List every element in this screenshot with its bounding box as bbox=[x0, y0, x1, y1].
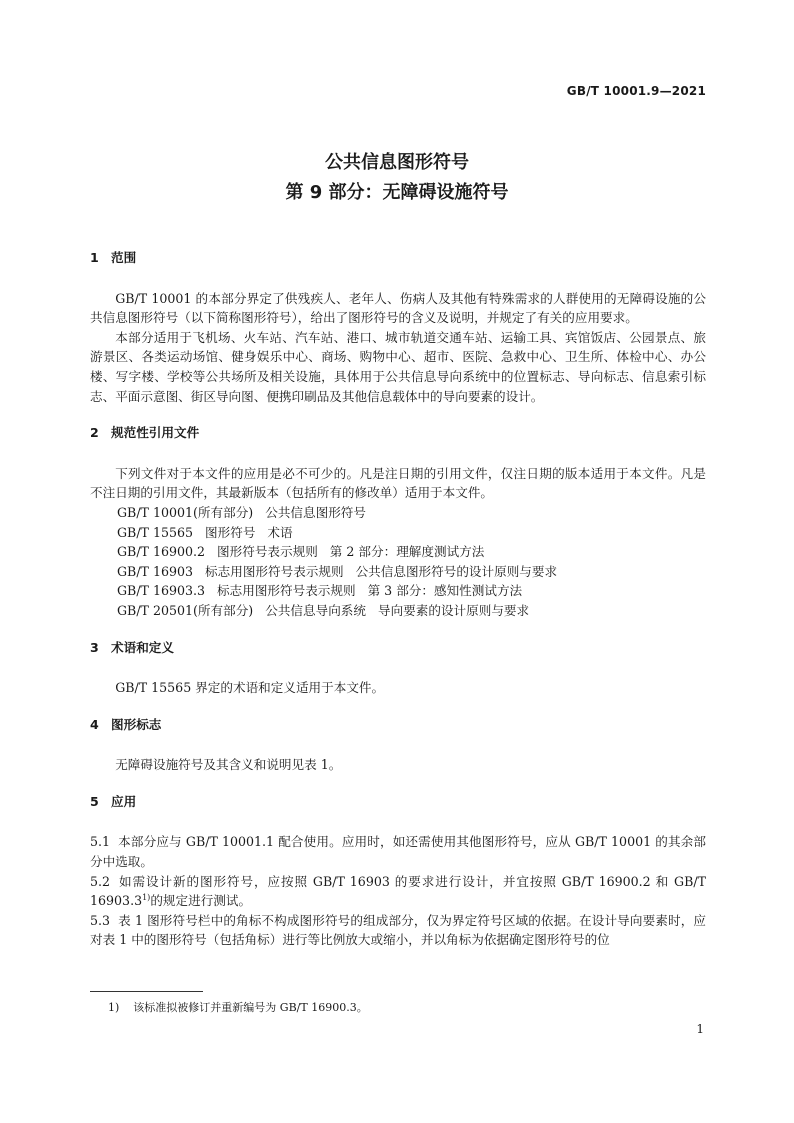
graphical-signs-paragraph: 无障碍设施符号及其含义和说明见表 1。 bbox=[115, 757, 342, 773]
section-number: 3 bbox=[90, 639, 99, 655]
reference-item: GB/T 16903.3 标志用图形符号表示规则 第 3 部分：感知性测试方法 bbox=[117, 583, 523, 599]
page-number: 1 bbox=[696, 1022, 704, 1036]
clause-5-2 bbox=[90, 872, 706, 911]
reference-item: GB/T 20501(所有部分) 公共信息导向系统 导向要素的设计原则与要求 bbox=[117, 602, 530, 618]
section-title: 图形标志 bbox=[111, 716, 162, 732]
references-intro: 下列文件对于本文件的应用是必不可少的。凡是注日期的引用文件，仅注日期的版本适用于本文件。凡是不注日期的引用文件，其最新版本（包括所有的修改单）适用于本文件。 bbox=[90, 465, 706, 501]
document-body bbox=[90, 248, 706, 950]
footnote-mark: 1) bbox=[108, 1001, 120, 1014]
clause-text: 本部分应与 GB/T 10001.1 配合使用。应用时，如还需使用其他图形符号，应从 GB/T 10001 的其余部分中选取。 bbox=[90, 834, 706, 870]
document-title-line-1: 公共信息图形符号 bbox=[325, 152, 469, 173]
standard-number: GB/T 10001.9—2021 bbox=[566, 84, 706, 98]
section-number: 1 bbox=[90, 250, 99, 265]
clause-number: 5.3 bbox=[90, 912, 111, 928]
reference-item: GB/T 16903 标志用图形符号表示规则 公共信息图形符号的设计原则与要求 bbox=[117, 563, 558, 579]
footnote-divider bbox=[90, 991, 203, 992]
section-number: 4 bbox=[90, 716, 99, 732]
reference-item: GB/T 15565 图形符号 术语 bbox=[117, 524, 293, 540]
section-heading-application bbox=[90, 792, 706, 812]
document-title-line-2: 第 9 部分：无障碍设施符号 bbox=[285, 182, 509, 203]
section-title: 规范性引用文件 bbox=[111, 425, 200, 441]
reference-item: GB/T 16900.2 图形符号表示规则 第 2 部分：理解度测试方法 bbox=[117, 544, 485, 560]
section-title: 术语和定义 bbox=[111, 639, 174, 655]
section-heading-normative-references bbox=[90, 423, 706, 443]
clause-number: 5.1 bbox=[90, 834, 111, 850]
footnote-reference: 1) bbox=[142, 893, 151, 903]
clause-text: 如需设计新的图形符号，应按照 GB/T 16903 的要求进行设计，并宜按照 GB/T 16900.2 和 GB/T 16903.3 bbox=[90, 873, 706, 909]
section-heading-scope bbox=[90, 248, 706, 268]
clause-text: 表 1 图形符号栏中的角标不构成图形符号的组成部分，仅为界定符号区域的依据。在设计导向要素时，应对表 1 中的图形符号（包括角标）进行等比例放大或缩小，并以角标为依据确定图形符号的位 bbox=[90, 912, 706, 948]
clause-5-1 bbox=[90, 832, 706, 871]
section-heading-graphical-signs bbox=[90, 715, 706, 735]
footnote-text: 该标准拟被修订并重新编号为 GB/T 16900.3。 bbox=[133, 1001, 368, 1014]
terms-paragraph: GB/T 15565 界定的术语和定义适用于本文件。 bbox=[115, 680, 385, 696]
section-number: 2 bbox=[90, 425, 99, 441]
section-heading-terms bbox=[90, 638, 706, 658]
section-title: 应用 bbox=[111, 793, 137, 809]
footnote bbox=[108, 999, 368, 1015]
section-number: 5 bbox=[90, 793, 99, 809]
section-title: 范围 bbox=[111, 250, 137, 265]
clause-number: 5.2 bbox=[90, 873, 111, 889]
reference-item: GB/T 10001(所有部分) 公共信息图形符号 bbox=[117, 504, 366, 520]
clause-5-3 bbox=[90, 911, 706, 950]
clause-text-continued: 的规定进行测试。 bbox=[150, 893, 252, 909]
scope-paragraph-1: GB/T 10001 的本部分界定了供残疾人、老年人、伤病人及其他有特殊需求的人群使用的无障碍设施的公共信息图形符号（以下简称图形符号），给出了图形符号的含义及说明，并规定了有关的应用要求。 bbox=[90, 290, 706, 326]
scope-paragraph-2: 本部分适用于飞机场、火车站、汽车站、港口、城市轨道交通车站、运输工具、宾馆饭店、公园景点、旅游景区、各类运动场馆、健身娱乐中心、商场、购物中心、超市、医院、急救中心、卫生所、体检中心、办公楼、写字楼、学校等公共场所及相关设施，具体用于公共信息导向系统中的位置标志、导向标志、信息索引标志、平面示意图、街区导向图、便携印刷品及其他信息载体中的导向要素的设计。 bbox=[90, 329, 706, 404]
